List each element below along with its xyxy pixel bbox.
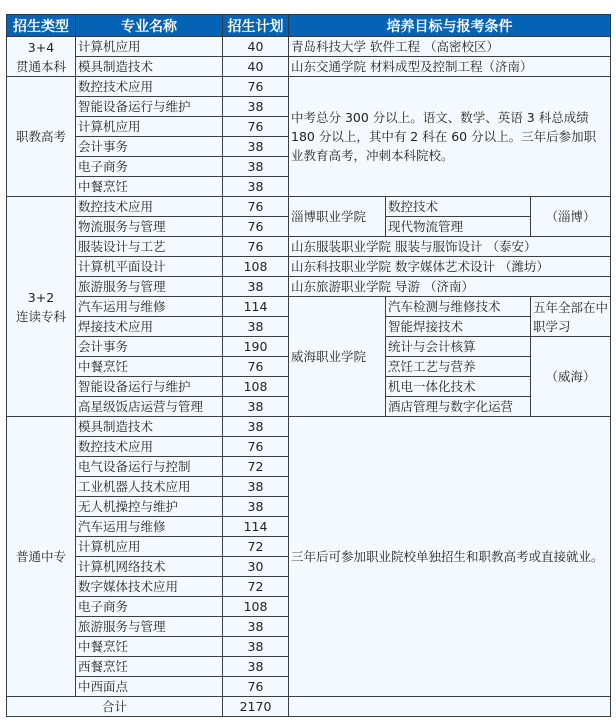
major-cell: 中餐烹饪	[76, 177, 223, 197]
plan-cell: 76	[223, 217, 289, 237]
table-header-row	[7, 15, 611, 37]
city-cell-weihai: （威海）	[531, 337, 611, 417]
table-row	[7, 37, 611, 57]
plan-cell: 38	[223, 417, 289, 437]
type-cell-general: 普通中专	[7, 417, 76, 697]
major-cell: 电子商务	[76, 597, 223, 617]
plan-cell: 30	[223, 557, 289, 577]
target-major-cell: 烹饪工艺与营养	[386, 357, 531, 377]
plan-cell: 38	[223, 177, 289, 197]
plan-cell: 108	[223, 257, 289, 277]
major-cell: 无人机操控与维护	[76, 497, 223, 517]
major-cell: 智能设备运行与维护	[76, 377, 223, 397]
major-cell: 高星级饭店运营与管理	[76, 397, 223, 417]
major-cell: 工业机器人技术应用	[76, 477, 223, 497]
type-label-line1: 3+2	[27, 289, 55, 305]
major-cell: 计算机应用	[76, 537, 223, 557]
plan-cell: 76	[223, 197, 289, 217]
major-cell: 计算机应用	[76, 117, 223, 137]
total-label: 合计	[7, 697, 223, 717]
plan-cell: 72	[223, 537, 289, 557]
major-cell: 计算机网络技术	[76, 557, 223, 577]
plan-cell: 76	[223, 357, 289, 377]
goal-cell: 青岛科技大学 软件工程 （高密校区）	[289, 37, 611, 57]
major-cell: 电子商务	[76, 157, 223, 177]
goal-cell: 山东交通学院 材料成型及控制工程（济南）	[289, 57, 611, 77]
type-label-line2: 贯通本科	[15, 58, 66, 74]
plan-cell: 38	[223, 637, 289, 657]
goal-cell: 山东科技职业学院 数字媒体艺术设计 （潍坊）	[289, 257, 611, 277]
school-cell-weihai: 威海职业学院	[289, 297, 386, 417]
plan-cell: 38	[223, 617, 289, 637]
plan-cell: 38	[223, 317, 289, 337]
table-row	[7, 197, 611, 217]
target-major-cell: 机电一体化技术	[386, 377, 531, 397]
plan-cell: 76	[223, 77, 289, 97]
major-cell: 数字媒体技术应用	[76, 577, 223, 597]
major-cell: 模具制造技术	[76, 417, 223, 437]
target-major-cell: 智能焊接技术	[386, 317, 531, 337]
table-row	[7, 417, 611, 437]
header-plan: 招生计划	[223, 15, 289, 37]
goal-cell: 山东旅游职业学院 导游 （济南）	[289, 277, 611, 297]
major-cell: 计算机平面设计	[76, 257, 223, 277]
note-cell-weihai: 五年全部在中职学习	[531, 297, 611, 337]
major-cell: 中餐烹饪	[76, 357, 223, 377]
major-cell: 数控技术应用	[76, 197, 223, 217]
major-cell: 旅游服务与管理	[76, 277, 223, 297]
plan-cell: 38	[223, 397, 289, 417]
major-cell: 焊接技术应用	[76, 317, 223, 337]
major-cell: 旅游服务与管理	[76, 617, 223, 637]
goal-cell-vocational-exam: 中考总分 300 分以上。语文、数学、英语 3 科总成绩 180 分以上，其中有 2 科在 60 分以上。三年后参加职业教育高考，冲刺本科院校。	[289, 77, 611, 197]
table-row	[7, 277, 611, 297]
plan-cell: 38	[223, 657, 289, 677]
plan-cell: 108	[223, 597, 289, 617]
type-cell-vocational-exam: 职教高考	[7, 77, 76, 197]
major-cell: 智能设备运行与维护	[76, 97, 223, 117]
table-row	[7, 57, 611, 77]
target-major-cell: 统计与会计核算	[386, 337, 531, 357]
plan-cell: 76	[223, 677, 289, 697]
major-cell: 汽车运用与维修	[76, 517, 223, 537]
table-row	[7, 297, 611, 317]
type-cell-3plus4	[7, 37, 76, 77]
type-label-line2: 连读专科	[15, 308, 66, 324]
major-cell: 计算机应用	[76, 37, 223, 57]
major-cell: 数控技术应用	[76, 437, 223, 457]
target-major-cell: 酒店管理与数字化运营	[386, 397, 531, 417]
plan-cell: 190	[223, 337, 289, 357]
plan-cell: 38	[223, 97, 289, 117]
type-cell-3plus2	[7, 197, 76, 417]
header-goal: 培养目标与报考条件	[289, 15, 611, 37]
goal-cell-general: 三年后可参加职业院校单独招生和职教高考或直接就业。	[289, 417, 611, 697]
plan-cell: 76	[223, 437, 289, 457]
plan-cell: 76	[223, 117, 289, 137]
major-cell: 中餐烹饪	[76, 637, 223, 657]
school-cell-zibo: 淄博职业学院	[289, 197, 386, 237]
plan-cell: 38	[223, 157, 289, 177]
target-major-cell: 数控技术	[386, 197, 531, 217]
header-major: 专业名称	[76, 15, 223, 37]
table-row	[7, 237, 611, 257]
plan-cell: 72	[223, 577, 289, 597]
type-label-line1: 3+4	[27, 39, 55, 55]
table-row	[7, 257, 611, 277]
major-cell: 西餐烹饪	[76, 657, 223, 677]
total-plan: 2170	[223, 697, 289, 717]
plan-cell: 114	[223, 297, 289, 317]
target-major-cell: 现代物流管理	[386, 217, 531, 237]
target-major-cell: 汽车检测与维修技术	[386, 297, 531, 317]
major-cell: 服装设计与工艺	[76, 237, 223, 257]
city-cell-zibo: （淄博）	[531, 197, 611, 237]
table-row	[7, 77, 611, 97]
header-type: 招生类型	[7, 15, 76, 37]
major-cell: 汽车运用与维修	[76, 297, 223, 317]
major-cell: 会计事务	[76, 137, 223, 157]
plan-cell: 40	[223, 57, 289, 77]
plan-cell: 38	[223, 277, 289, 297]
total-row	[7, 697, 611, 717]
plan-cell: 72	[223, 457, 289, 477]
total-empty-cell	[289, 697, 611, 717]
goal-cell: 山东服装职业学院 服装与服饰设计 （泰安）	[289, 237, 611, 257]
major-cell: 电气设备运行与控制	[76, 457, 223, 477]
plan-cell: 38	[223, 137, 289, 157]
plan-cell: 40	[223, 37, 289, 57]
plan-cell: 38	[223, 477, 289, 497]
major-cell: 会计事务	[76, 337, 223, 357]
enrollment-plan-table	[6, 14, 611, 717]
plan-cell: 76	[223, 237, 289, 257]
major-cell: 数控技术应用	[76, 77, 223, 97]
major-cell: 中西面点	[76, 677, 223, 697]
plan-cell: 38	[223, 497, 289, 517]
major-cell: 模具制造技术	[76, 57, 223, 77]
plan-cell: 108	[223, 377, 289, 397]
major-cell: 物流服务与管理	[76, 217, 223, 237]
plan-cell: 114	[223, 517, 289, 537]
